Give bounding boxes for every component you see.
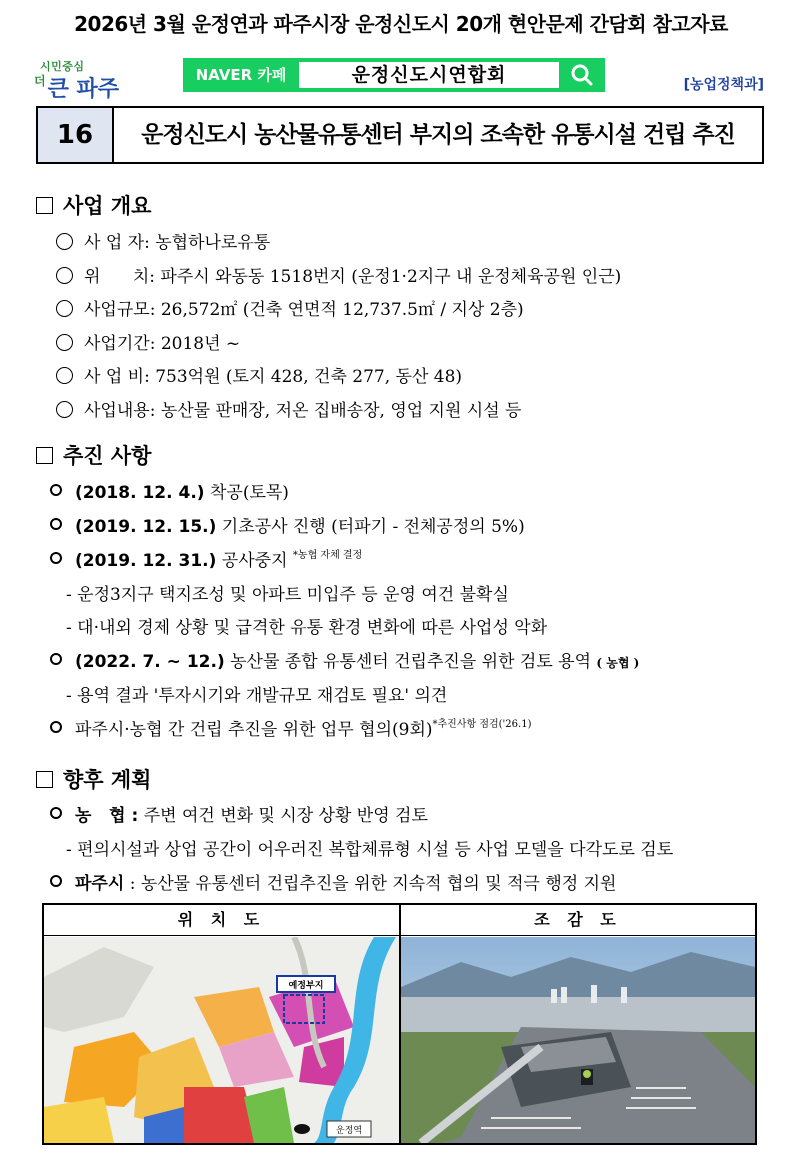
search-icon [565, 62, 599, 88]
progress-event: (2022. 7. ~ 12.) 농산물 종합 유통센터 건립추진을 위한 검토 용역 ( 농협 ) [50, 647, 639, 672]
bullet-dot-icon [50, 484, 62, 496]
bullet-dot-icon [50, 807, 62, 819]
bullet-dot-icon [50, 518, 62, 530]
rendering-image [401, 937, 755, 1143]
plan-subitem: - 편의시설과 상업 공간이 어우러진 복합체류형 시설 등 사업 모델을 다각도로 검토 [66, 840, 674, 860]
bullet-circle-icon [56, 334, 73, 351]
bullet-circle-icon [56, 300, 73, 317]
paju-logo [34, 58, 124, 102]
overview-row: 사업기간: 2018년 ~ [56, 329, 240, 354]
progress-event: (2019. 12. 31.) 공사중지 $^{*농협 자체 결정}$ [50, 546, 362, 571]
bullet-dot-icon [50, 875, 62, 887]
location-map-header: 위 치 도 [44, 905, 399, 936]
location-map [44, 937, 399, 1143]
section-plan-heading: 향후 계획 [36, 764, 151, 794]
bullet-dot-icon [50, 653, 62, 665]
figures-table [42, 903, 757, 1145]
checkbox-square-icon [36, 771, 53, 788]
map-site-label: 예정부지 [288, 981, 324, 991]
checkbox-square-icon [36, 447, 53, 464]
aerial-rendering [401, 937, 755, 1143]
overview-row: 위 치: 파주시 와동동 1518번지 (운정1·2지구 내 운정체육공원 인근) [56, 262, 621, 287]
bullet-dot-icon [50, 552, 62, 564]
bullet-circle-icon [56, 267, 73, 284]
plan-item: 파주시 : 농산물 유통센터 건립추진을 위한 지속적 협의 및 적극 행정 지원 [50, 869, 616, 894]
map-station-label: 운정역 [335, 1126, 363, 1136]
rendering-header: 조 감 도 [401, 905, 755, 936]
progress-subitem: - 대·내외 경제 상황 및 급격한 유통 환경 변화에 따른 사업성 악화 [66, 618, 548, 638]
section-progress-heading: 추진 사항 [36, 440, 151, 470]
logo-main: $^더$큰 파주 [34, 74, 120, 102]
department-label: [농업정책과] [683, 77, 764, 93]
progress-subitem: - 용역 결과 '투자시기와 개발규모 재검토 필요' 의견 [66, 686, 448, 706]
item-title-box [36, 106, 764, 164]
bullet-dot-icon [50, 721, 62, 733]
naver-cafe-label: NAVER 카페 [195, 66, 287, 84]
overview-row: 사 업 자: 농협하나로유통 [56, 228, 270, 253]
item-title: 운정신도시 농산물유통센터 부지의 조속한 유통시설 건립 추진 [141, 122, 735, 148]
bullet-circle-icon [56, 367, 73, 384]
cafe-name: 운정신도시연합회 [299, 62, 559, 88]
bullet-circle-icon [56, 233, 73, 250]
overview-row: 사 업 비: 753억원 (토지 428, 건축 277, 동산 48) [56, 362, 462, 387]
naver-cafe-banner [183, 58, 605, 92]
progress-event: (2018. 12. 4.) 착공(토목) [50, 478, 289, 503]
checkbox-square-icon [36, 197, 53, 214]
plan-item: 농 협 : 주변 여건 변화 및 시장 상황 반영 검토 [50, 801, 428, 826]
section-overview-heading: 사업 개요 [36, 190, 151, 220]
progress-event: 파주시·농협 간 건립 추진을 위한 업무 협의(9회)$^{*추진사항 점검('26.1)}$ [50, 715, 531, 740]
logo-slogan: 시민중심 [40, 60, 85, 73]
location-map-image [44, 937, 399, 1143]
progress-event: (2019. 12. 15.) 기초공사 진행 (터파기 - 전체공정의 5%) [50, 512, 525, 537]
bullet-circle-icon [56, 401, 73, 418]
progress-subitem: - 운정3지구 택지조성 및 아파트 미입주 등 운영 여건 불확실 [66, 585, 509, 605]
overview-row: 사업내용: 농산물 판매장, 저온 집배송장, 영업 지원 시설 등 [56, 396, 521, 421]
overview-row: 사업규모: 26,572㎡ (건축 연면적 12,737.5㎡ / 지상 2층) [56, 295, 524, 320]
document-title: 2026년 3월 운정연과 파주시장 운정신도시 20개 현안문제 간담회 참고자료 [74, 12, 728, 36]
item-number: 16 [38, 108, 114, 162]
